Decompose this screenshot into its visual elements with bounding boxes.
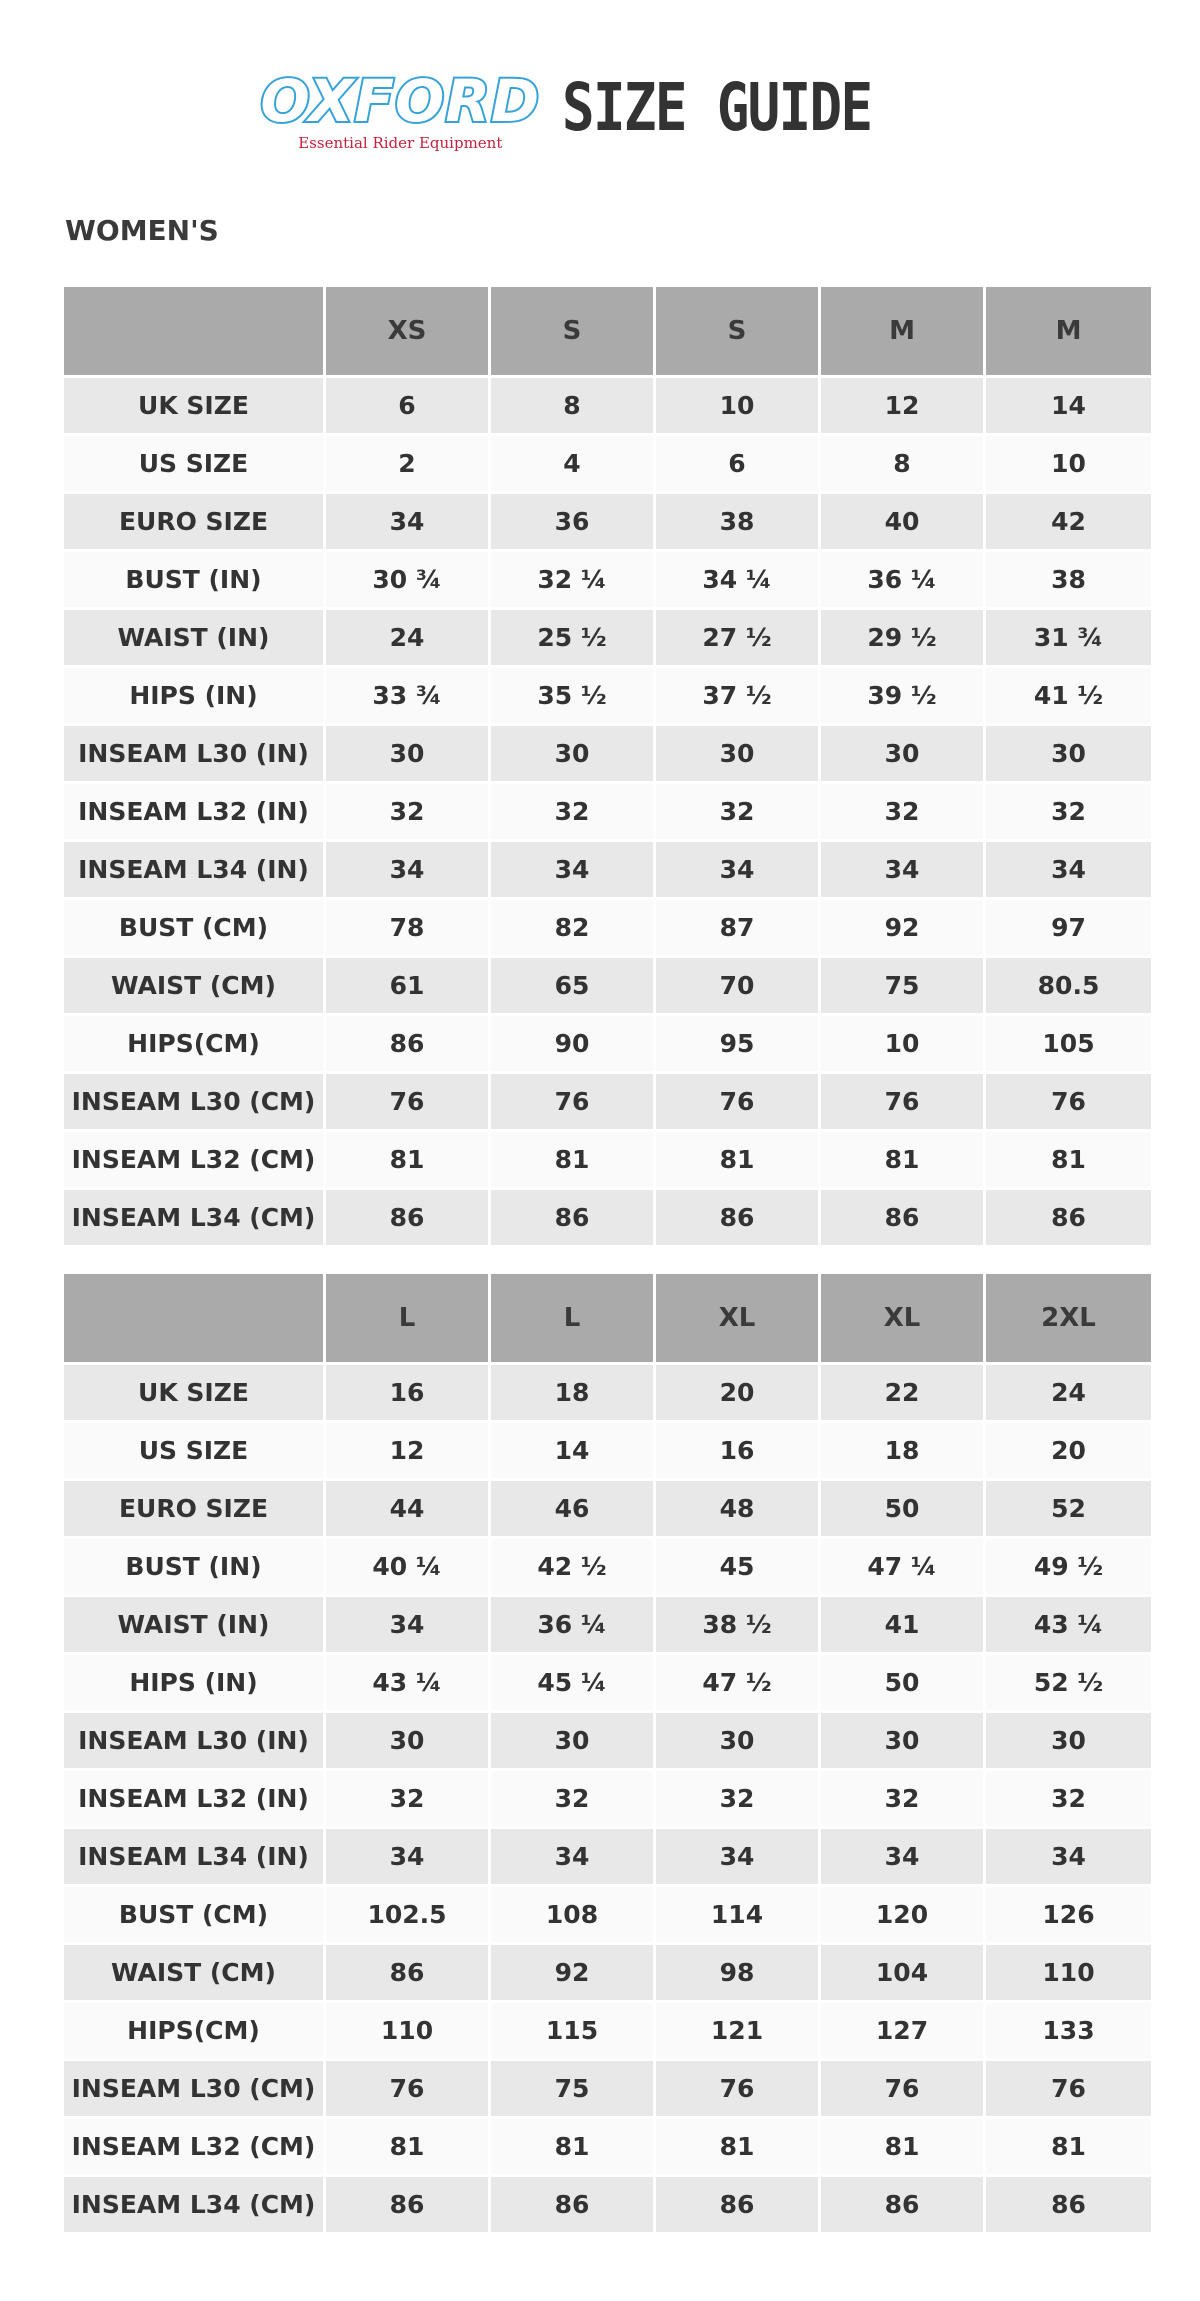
table-row: [64, 958, 1151, 1016]
measurement-cell: 45: [656, 1539, 821, 1597]
measurement-cell: 114: [656, 1887, 821, 1945]
measurement-cell: 126: [986, 1887, 1151, 1945]
measurement-cell: 38: [986, 552, 1151, 610]
measurement-cell: 87: [656, 900, 821, 958]
table-row: [64, 1539, 1151, 1597]
table-row: [64, 494, 1151, 552]
measurement-cell: 10: [656, 378, 821, 436]
row-label-cell: EURO SIZE: [64, 1481, 326, 1539]
measurement-cell: 92: [491, 1945, 656, 2003]
row-label-cell: INSEAM L30 (CM): [64, 1074, 326, 1132]
size-header-cell: L: [326, 1274, 491, 1365]
measurement-cell: 50: [821, 1655, 986, 1713]
size-header-cell: S: [491, 287, 656, 378]
measurement-cell: 34: [986, 1829, 1151, 1887]
measurement-cell: 41: [821, 1597, 986, 1655]
row-label-cell: INSEAM L34 (IN): [64, 842, 326, 900]
measurement-cell: 30: [326, 1713, 491, 1771]
measurement-cell: 80.5: [986, 958, 1151, 1016]
size-header-cell: L: [491, 1274, 656, 1365]
measurement-cell: 25 ½: [491, 610, 656, 668]
measurement-cell: 47 ½: [656, 1655, 821, 1713]
logo-tagline: Essential Rider Equipment: [298, 134, 503, 152]
row-label-cell: INSEAM L34 (CM): [64, 2177, 326, 2235]
table-row: [64, 1829, 1151, 1887]
measurement-cell: 32: [326, 784, 491, 842]
measurement-cell: 75: [821, 958, 986, 1016]
measurement-cell: 34: [986, 842, 1151, 900]
measurement-cell: 32: [656, 784, 821, 842]
table-row: [64, 1945, 1151, 2003]
measurement-cell: 98: [656, 1945, 821, 2003]
row-label-cell: INSEAM L32 (CM): [64, 2119, 326, 2177]
row-label-cell: HIPS (IN): [64, 1655, 326, 1713]
measurement-cell: 10: [986, 436, 1151, 494]
measurement-cell: 81: [821, 1132, 986, 1190]
table-row: [64, 668, 1151, 726]
table-row: [64, 2177, 1151, 2235]
measurement-cell: 76: [326, 1074, 491, 1132]
size-table-small: [64, 287, 1151, 1248]
row-label-cell: INSEAM L32 (CM): [64, 1132, 326, 1190]
table-row: [64, 726, 1151, 784]
measurement-cell: 4: [491, 436, 656, 494]
measurement-cell: 42: [986, 494, 1151, 552]
measurement-cell: 36: [491, 494, 656, 552]
size-header-cell: 2XL: [986, 1274, 1151, 1365]
row-label-cell: HIPS(CM): [64, 2003, 326, 2061]
row-label-cell: EURO SIZE: [64, 494, 326, 552]
measurement-cell: 30: [821, 726, 986, 784]
measurement-cell: 70: [656, 958, 821, 1016]
measurement-cell: 86: [656, 2177, 821, 2235]
measurement-cell: 34: [326, 842, 491, 900]
measurement-cell: 14: [986, 378, 1151, 436]
measurement-cell: 78: [326, 900, 491, 958]
measurement-cell: 32: [986, 784, 1151, 842]
measurement-cell: 110: [326, 2003, 491, 2061]
row-label-cell: INSEAM L34 (IN): [64, 1829, 326, 1887]
row-label-cell: WAIST (IN): [64, 610, 326, 668]
measurement-cell: 86: [491, 2177, 656, 2235]
measurement-cell: 34: [821, 1829, 986, 1887]
measurement-cell: 76: [986, 1074, 1151, 1132]
measurement-cell: 76: [491, 1074, 656, 1132]
measurement-cell: 81: [821, 2119, 986, 2177]
measurement-cell: 30: [656, 1713, 821, 1771]
measurement-cell: 34: [491, 842, 656, 900]
measurement-cell: 108: [491, 1887, 656, 1945]
measurement-cell: 38: [656, 494, 821, 552]
measurement-cell: 44: [326, 1481, 491, 1539]
measurement-cell: 104: [821, 1945, 986, 2003]
measurement-cell: 86: [326, 1016, 491, 1074]
section-title: WOMEN'S: [65, 214, 219, 247]
measurement-cell: 24: [986, 1365, 1151, 1423]
measurement-cell: 34: [326, 1597, 491, 1655]
measurement-cell: 105: [986, 1016, 1151, 1074]
measurement-cell: 47 ¼: [821, 1539, 986, 1597]
measurement-cell: 12: [326, 1423, 491, 1481]
size-header-cell: M: [821, 287, 986, 378]
measurement-cell: 86: [656, 1190, 821, 1248]
row-label-cell: INSEAM L34 (CM): [64, 1190, 326, 1248]
measurement-cell: 36 ¼: [821, 552, 986, 610]
measurement-cell: 81: [491, 1132, 656, 1190]
size-header-cell: XL: [821, 1274, 986, 1365]
measurement-cell: 30 ¾: [326, 552, 491, 610]
measurement-cell: 32: [986, 1771, 1151, 1829]
table-row: [64, 552, 1151, 610]
measurement-cell: 40 ¼: [326, 1539, 491, 1597]
size-header-cell: XS: [326, 287, 491, 378]
measurement-cell: 45 ¼: [491, 1655, 656, 1713]
table-header-row: [64, 1274, 1151, 1365]
measurement-cell: 34: [326, 1829, 491, 1887]
measurement-cell: 8: [491, 378, 656, 436]
table-row: [64, 842, 1151, 900]
measurement-cell: 76: [656, 2061, 821, 2119]
measurement-cell: 39 ½: [821, 668, 986, 726]
measurement-cell: 81: [326, 2119, 491, 2177]
header-corner-cell: [64, 287, 326, 378]
measurement-cell: 41 ½: [986, 668, 1151, 726]
measurement-cell: 32: [821, 1771, 986, 1829]
measurement-cell: 81: [656, 1132, 821, 1190]
measurement-cell: 32: [491, 784, 656, 842]
measurement-cell: 86: [491, 1190, 656, 1248]
measurement-cell: 86: [326, 1945, 491, 2003]
measurement-cell: 65: [491, 958, 656, 1016]
row-label-cell: WAIST (CM): [64, 958, 326, 1016]
table-row: [64, 1771, 1151, 1829]
measurement-cell: 86: [986, 1190, 1151, 1248]
measurement-cell: 43 ¼: [986, 1597, 1151, 1655]
table-row: [64, 1481, 1151, 1539]
measurement-cell: 52: [986, 1481, 1151, 1539]
measurement-cell: 30: [326, 726, 491, 784]
measurement-cell: 102.5: [326, 1887, 491, 1945]
measurement-cell: 30: [656, 726, 821, 784]
table-header-row: [64, 287, 1151, 378]
measurement-cell: 76: [656, 1074, 821, 1132]
measurement-cell: 97: [986, 900, 1151, 958]
table-row: [64, 1074, 1151, 1132]
measurement-cell: 49 ½: [986, 1539, 1151, 1597]
table-row: [64, 1132, 1151, 1190]
size-header-cell: S: [656, 287, 821, 378]
measurement-cell: 18: [821, 1423, 986, 1481]
measurement-cell: 32: [656, 1771, 821, 1829]
oxford-logo: [260, 67, 541, 152]
row-label-cell: WAIST (CM): [64, 1945, 326, 2003]
measurement-cell: 32: [491, 1771, 656, 1829]
measurement-cell: 32 ¼: [491, 552, 656, 610]
row-label-cell: BUST (CM): [64, 1887, 326, 1945]
measurement-cell: 32: [326, 1771, 491, 1829]
row-label-cell: INSEAM L32 (IN): [64, 784, 326, 842]
table-row: [64, 1597, 1151, 1655]
measurement-cell: 30: [491, 726, 656, 784]
row-label-cell: INSEAM L30 (IN): [64, 726, 326, 784]
measurement-cell: 29 ½: [821, 610, 986, 668]
measurement-cell: 82: [491, 900, 656, 958]
size-header-cell: XL: [656, 1274, 821, 1365]
measurement-cell: 2: [326, 436, 491, 494]
measurement-cell: 10: [821, 1016, 986, 1074]
measurement-cell: 6: [656, 436, 821, 494]
table-row: [64, 1423, 1151, 1481]
measurement-cell: 12: [821, 378, 986, 436]
measurement-cell: 76: [986, 2061, 1151, 2119]
measurement-cell: 35 ½: [491, 668, 656, 726]
row-label-cell: UK SIZE: [64, 378, 326, 436]
table-row: [64, 784, 1151, 842]
table-row: [64, 1016, 1151, 1074]
measurement-cell: 86: [986, 2177, 1151, 2235]
measurement-cell: 86: [326, 1190, 491, 1248]
size-header-cell: M: [986, 287, 1151, 378]
measurement-cell: 16: [656, 1423, 821, 1481]
measurement-cell: 30: [821, 1713, 986, 1771]
page-header: [0, 67, 1200, 152]
measurement-cell: 61: [326, 958, 491, 1016]
measurement-cell: 46: [491, 1481, 656, 1539]
table-row: [64, 900, 1151, 958]
table-row: [64, 1190, 1151, 1248]
measurement-cell: 81: [491, 2119, 656, 2177]
measurement-cell: 34: [656, 842, 821, 900]
measurement-cell: 38 ½: [656, 1597, 821, 1655]
table-row: [64, 1365, 1151, 1423]
measurement-cell: 81: [986, 2119, 1151, 2177]
table-row: [64, 1887, 1151, 1945]
measurement-cell: 34: [326, 494, 491, 552]
measurement-cell: 37 ½: [656, 668, 821, 726]
measurement-cell: 121: [656, 2003, 821, 2061]
row-label-cell: HIPS (IN): [64, 668, 326, 726]
row-label-cell: INSEAM L30 (IN): [64, 1713, 326, 1771]
measurement-cell: 40: [821, 494, 986, 552]
measurement-cell: 30: [491, 1713, 656, 1771]
row-label-cell: UK SIZE: [64, 1365, 326, 1423]
measurement-cell: 86: [821, 2177, 986, 2235]
measurement-cell: 50: [821, 1481, 986, 1539]
table-row: [64, 2061, 1151, 2119]
measurement-cell: 34: [491, 1829, 656, 1887]
measurement-cell: 127: [821, 2003, 986, 2061]
row-label-cell: HIPS(CM): [64, 1016, 326, 1074]
measurement-cell: 20: [656, 1365, 821, 1423]
measurement-cell: 120: [821, 1887, 986, 1945]
measurement-cell: 81: [656, 2119, 821, 2177]
measurement-cell: 90: [491, 1016, 656, 1074]
measurement-cell: 95: [656, 1016, 821, 1074]
header-corner-cell: [64, 1274, 326, 1365]
table-row: [64, 2003, 1151, 2061]
table-row: [64, 610, 1151, 668]
size-table-large: [64, 1274, 1151, 2235]
measurement-cell: 30: [986, 1713, 1151, 1771]
measurement-cell: 133: [986, 2003, 1151, 2061]
measurement-cell: 30: [986, 726, 1151, 784]
row-label-cell: US SIZE: [64, 1423, 326, 1481]
measurement-cell: 42 ½: [491, 1539, 656, 1597]
measurement-cell: 24: [326, 610, 491, 668]
measurement-cell: 76: [821, 2061, 986, 2119]
logo-wordmark: OXFORD: [260, 67, 541, 135]
measurement-cell: 48: [656, 1481, 821, 1539]
measurement-cell: 34: [821, 842, 986, 900]
measurement-cell: 43 ¼: [326, 1655, 491, 1713]
measurement-cell: 81: [326, 1132, 491, 1190]
measurement-cell: 16: [326, 1365, 491, 1423]
measurement-cell: 75: [491, 2061, 656, 2119]
measurement-cell: 81: [986, 1132, 1151, 1190]
measurement-cell: 27 ½: [656, 610, 821, 668]
row-label-cell: BUST (CM): [64, 900, 326, 958]
measurement-cell: 6: [326, 378, 491, 436]
row-label-cell: INSEAM L32 (IN): [64, 1771, 326, 1829]
measurement-cell: 8: [821, 436, 986, 494]
measurement-cell: 20: [986, 1423, 1151, 1481]
measurement-cell: 31 ¾: [986, 610, 1151, 668]
measurement-cell: 33 ¾: [326, 668, 491, 726]
measurement-cell: 32: [821, 784, 986, 842]
row-label-cell: WAIST (IN): [64, 1597, 326, 1655]
measurement-cell: 115: [491, 2003, 656, 2061]
measurement-cell: 86: [821, 1190, 986, 1248]
table-row: [64, 1713, 1151, 1771]
page-title: SIZE GUIDE: [562, 69, 872, 146]
row-label-cell: INSEAM L30 (CM): [64, 2061, 326, 2119]
table-row: [64, 378, 1151, 436]
table-row: [64, 1655, 1151, 1713]
measurement-cell: 86: [326, 2177, 491, 2235]
measurement-cell: 76: [821, 1074, 986, 1132]
measurement-cell: 34 ¼: [656, 552, 821, 610]
row-label-cell: BUST (IN): [64, 1539, 326, 1597]
table-row: [64, 2119, 1151, 2177]
measurement-cell: 76: [326, 2061, 491, 2119]
row-label-cell: BUST (IN): [64, 552, 326, 610]
measurement-cell: 22: [821, 1365, 986, 1423]
measurement-cell: 14: [491, 1423, 656, 1481]
measurement-cell: 110: [986, 1945, 1151, 2003]
measurement-cell: 34: [656, 1829, 821, 1887]
measurement-cell: 92: [821, 900, 986, 958]
measurement-cell: 36 ¼: [491, 1597, 656, 1655]
measurement-cell: 52 ½: [986, 1655, 1151, 1713]
row-label-cell: US SIZE: [64, 436, 326, 494]
table-row: [64, 436, 1151, 494]
measurement-cell: 18: [491, 1365, 656, 1423]
